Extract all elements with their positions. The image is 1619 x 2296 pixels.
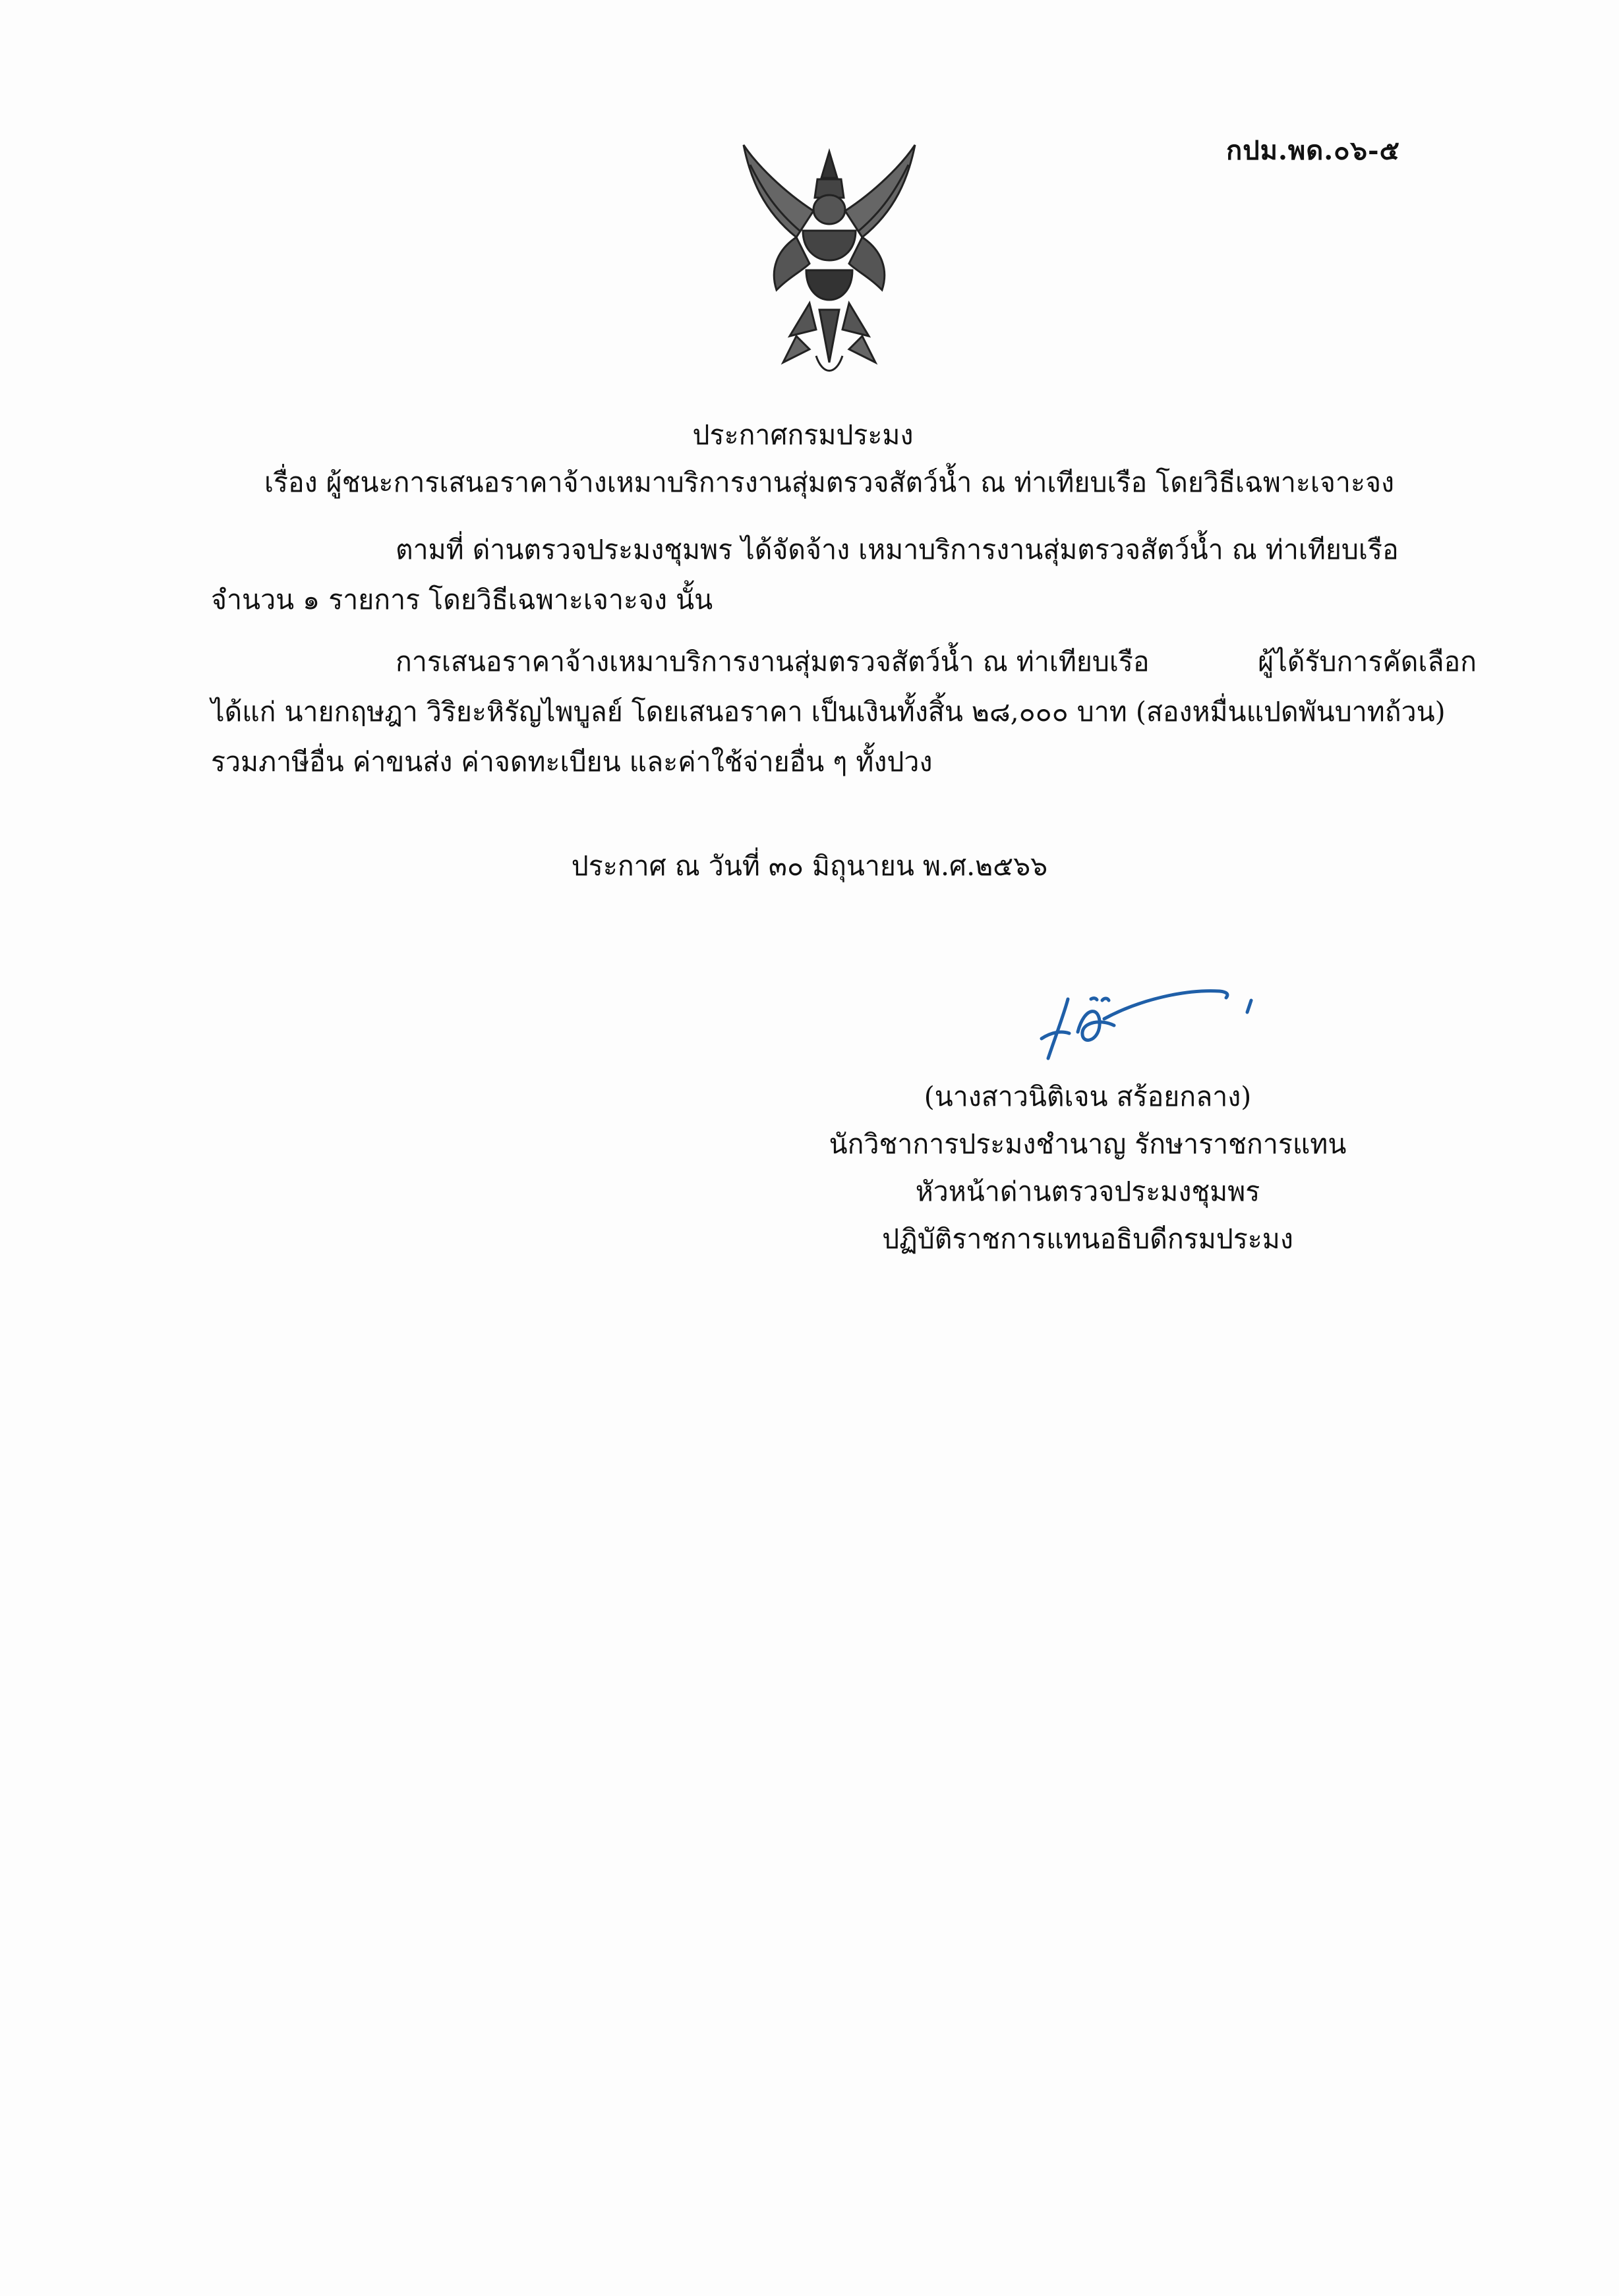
signer-block	[791, 1073, 1384, 1263]
signature-mark	[1028, 960, 1266, 1078]
garuda-emblem-icon	[730, 138, 928, 382]
signer-name: (นางสาวนิติเจน สร้อยกลาง)	[924, 1081, 1252, 1112]
document-title: ประกาศกรมประมง	[692, 419, 914, 451]
signer-position-2: หัวหน้าด่านตรวจประมงชุมพร	[915, 1176, 1260, 1207]
document-code: กปม.พด.๐๖-๕	[1226, 135, 1400, 166]
paragraph-1-line-1: ตามที่ ด่านตรวจประมงชุมพร ได้จัดจ้าง เหมาบริการงานสุ่มตรวจสัตว์น้ำ ณ ท่าเทียบเรือ	[396, 534, 1399, 565]
paragraph-2-line-1a: การเสนอราคาจ้างเหมาบริการงานสุ่มตรวจสัตว์น้ำ ณ ท่าเทียบเรือ	[396, 646, 1150, 677]
paragraph-2-line-2: ได้แก่ นายกฤษฎา วิริยะหิรัญไพบูลย์ โดยเสนอราคา เป็นเงินทั้งสิ้น ๒๘,๐๐๐ บาท (สองหมื่นแปดพันบาทถ้วน)	[211, 696, 1446, 728]
paragraph-1-line-2: จำนวน ๑ รายการ โดยวิธีเฉพาะเจาะจง นั้น	[211, 584, 713, 616]
paragraph-2-line-1b: ผู้ได้รับการคัดเลือก	[1258, 646, 1477, 677]
signer-position-3: ปฏิบัติราชการแทนอธิบดีกรมประมง	[882, 1223, 1293, 1255]
signer-position-1: นักวิชาการประมงชำนาญ รักษาราชการแทน	[829, 1128, 1347, 1160]
announcement-date: ประกาศ ณ วันที่ ๓๐ มิถุนายน พ.ศ.๒๕๖๖	[571, 850, 1048, 882]
paragraph-1	[211, 525, 1477, 625]
paragraph-2-line-3: รวมภาษีอื่น ค่าขนส่ง ค่าจดทะเบียน และค่าใช้จ่ายอื่น ๆ ทั้งปวง	[211, 746, 933, 778]
paragraph-2	[211, 637, 1477, 787]
document-subject: เรื่อง ผู้ชนะการเสนอราคาจ้างเหมาบริการงานสุ่มตรวจสัตว์น้ำ ณ ท่าเทียบเรือ โดยวิธีเฉพาะเจาะจง	[264, 467, 1395, 498]
paragraph-2-line-1	[211, 637, 1477, 687]
